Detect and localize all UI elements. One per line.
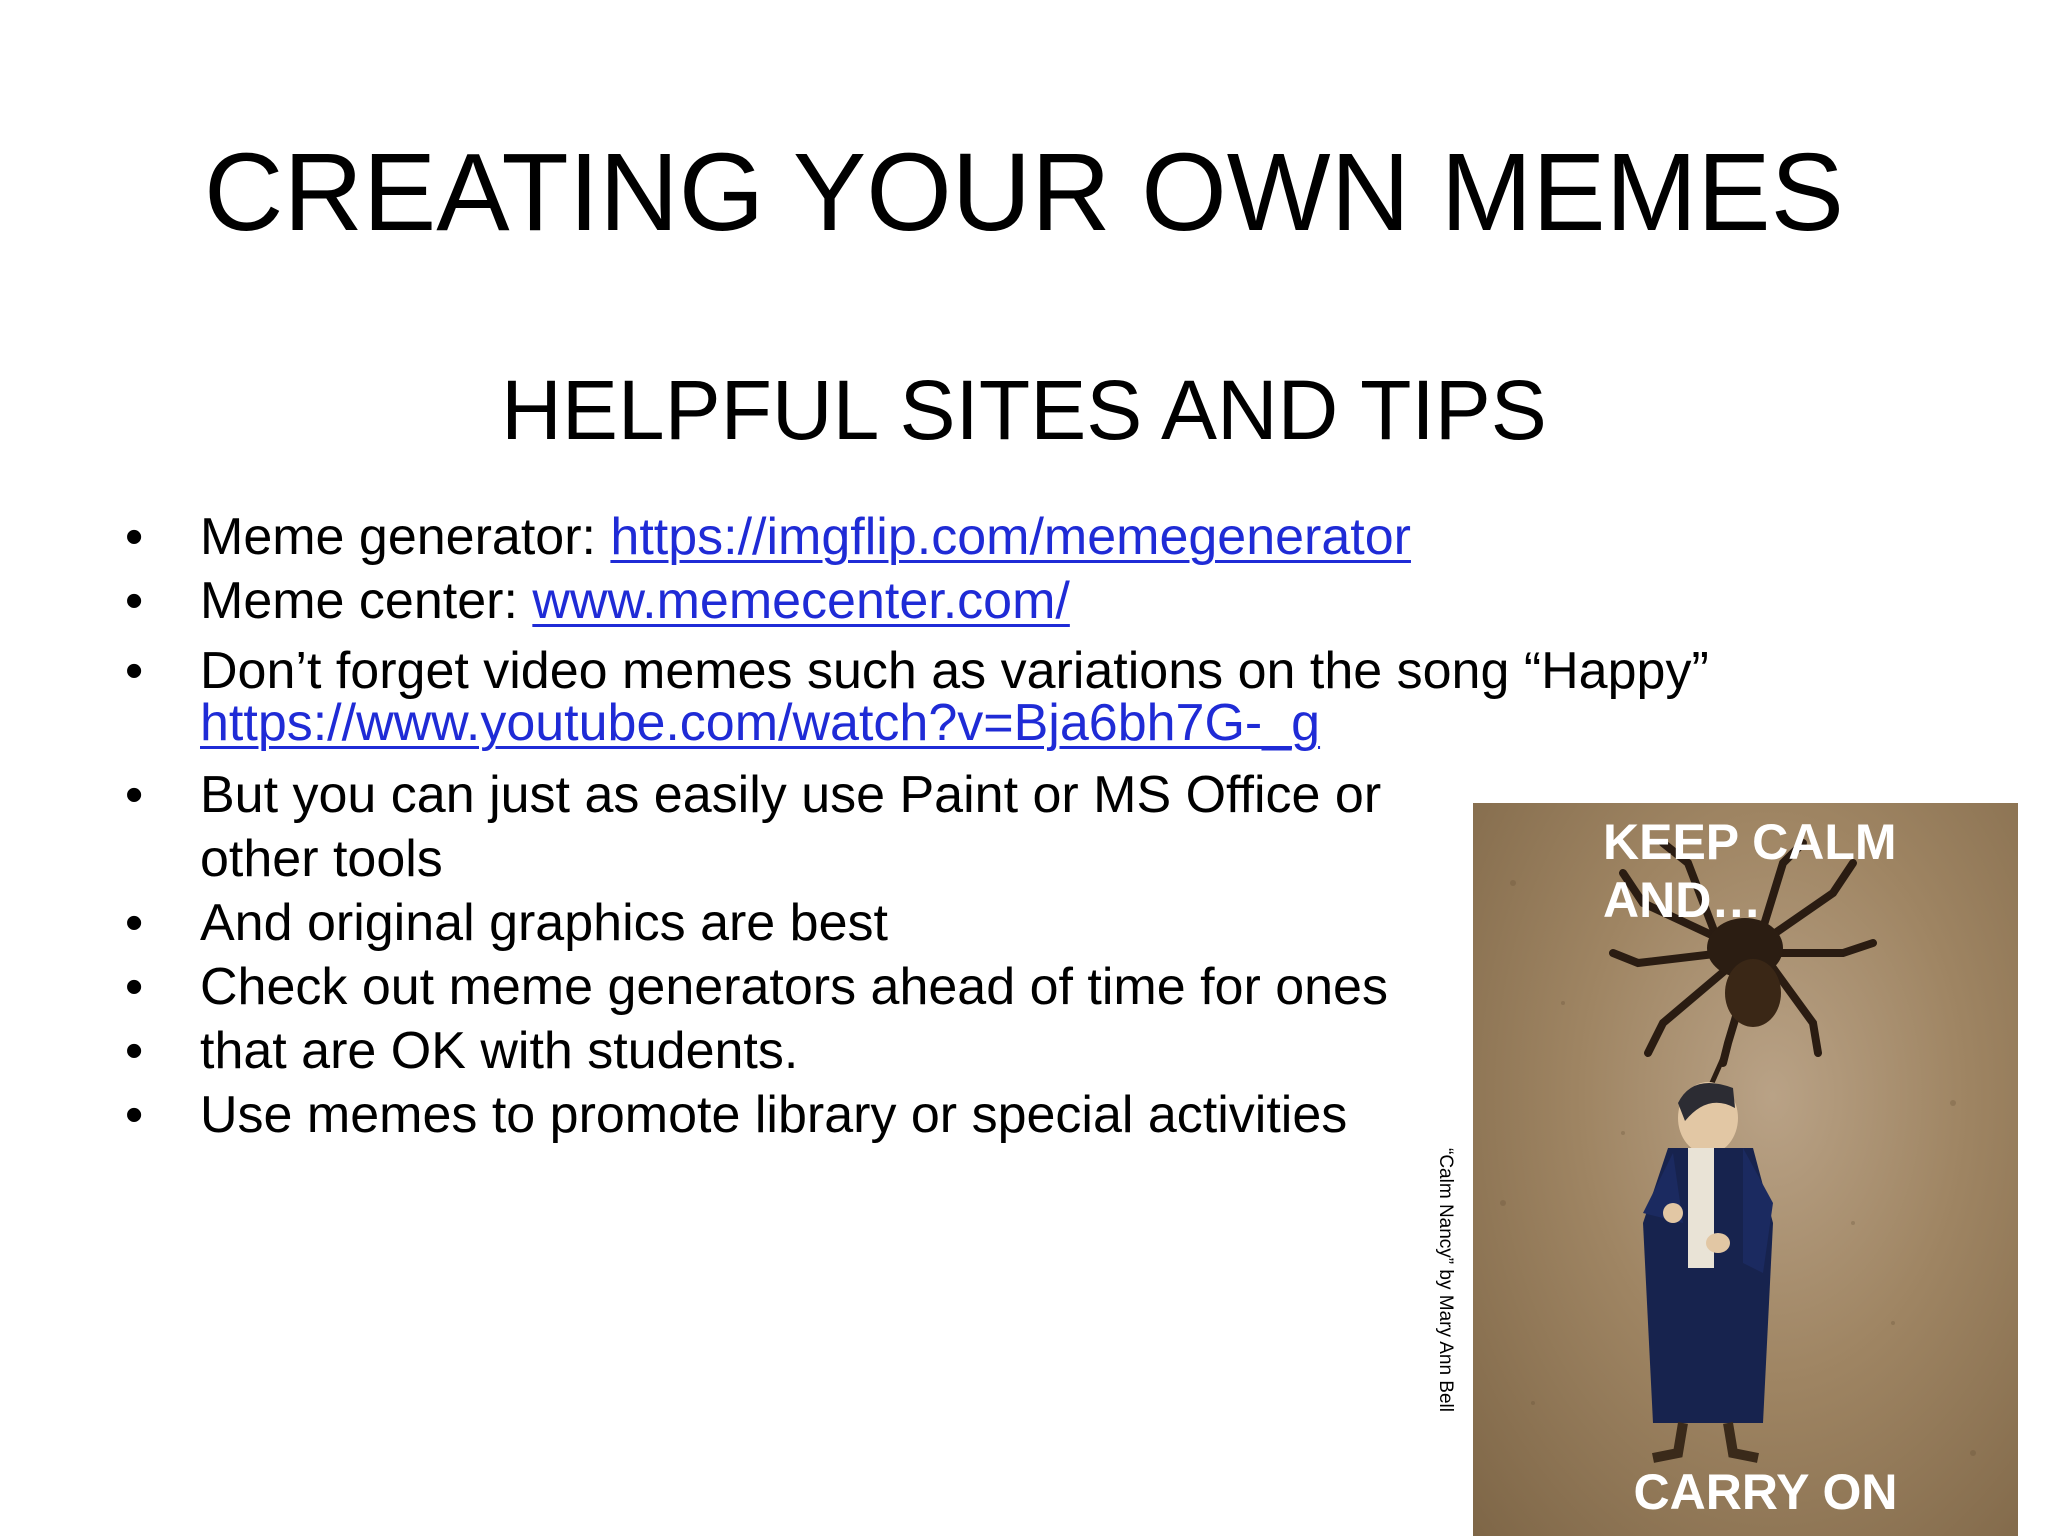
bullet-text: Use memes to promote library or special activities — [200, 1086, 1348, 1144]
bullet-dot: • — [125, 642, 144, 700]
bullet-text: But you can just as easily use Paint or MS Office or — [200, 766, 1382, 824]
meme-top-line2: AND… — [1603, 872, 1762, 928]
meme-top-line1: KEEP CALM — [1603, 814, 1897, 870]
list-item — [120, 569, 1820, 633]
meme-bottom-text: CARRY ON — [1633, 1464, 1898, 1520]
bullet-text: Meme generator: — [200, 508, 611, 566]
bullet-text: that are OK with students. — [200, 1022, 799, 1080]
meme-image — [1473, 803, 2018, 1536]
bullet-dot: • — [125, 766, 144, 824]
bullet-dot: • — [125, 508, 144, 566]
meme-top-text — [1603, 813, 1897, 929]
person-figure — [1643, 1082, 1773, 1458]
imgflip-link[interactable]: https://imgflip.com/memegenerator — [610, 508, 1411, 566]
list-item — [120, 642, 1820, 752]
bullet-dot: • — [125, 1022, 144, 1080]
image-credit: “Calm Nancy” by Mary Ann Bell — [1435, 1148, 1456, 1412]
youtube-link[interactable]: https://www.youtube.com/watch?v=Bja6bh7G-_g — [200, 694, 1321, 752]
bullet-text-continued: other tools — [200, 830, 443, 888]
bullet-dot: • — [125, 894, 144, 952]
bullet-dot: • — [125, 1086, 144, 1144]
slide-subtitle: HELPFUL SITES AND TIPS — [501, 363, 1547, 457]
list-item — [120, 505, 1820, 569]
bullet-text: Don’t forget video memes such as variations on the song “Happy” — [200, 642, 1709, 700]
bullet-text: Check out meme generators ahead of time for ones — [200, 958, 1388, 1016]
bullet-dot: • — [125, 958, 144, 1016]
memecenter-link[interactable]: www.memecenter.com/ — [532, 572, 1070, 630]
bullet-text: And original graphics are best — [200, 894, 888, 952]
bullet-text: Meme center: — [200, 572, 533, 630]
slide-title: CREATING YOUR OWN MEMES — [204, 131, 1844, 254]
bullet-dot: • — [125, 572, 144, 630]
